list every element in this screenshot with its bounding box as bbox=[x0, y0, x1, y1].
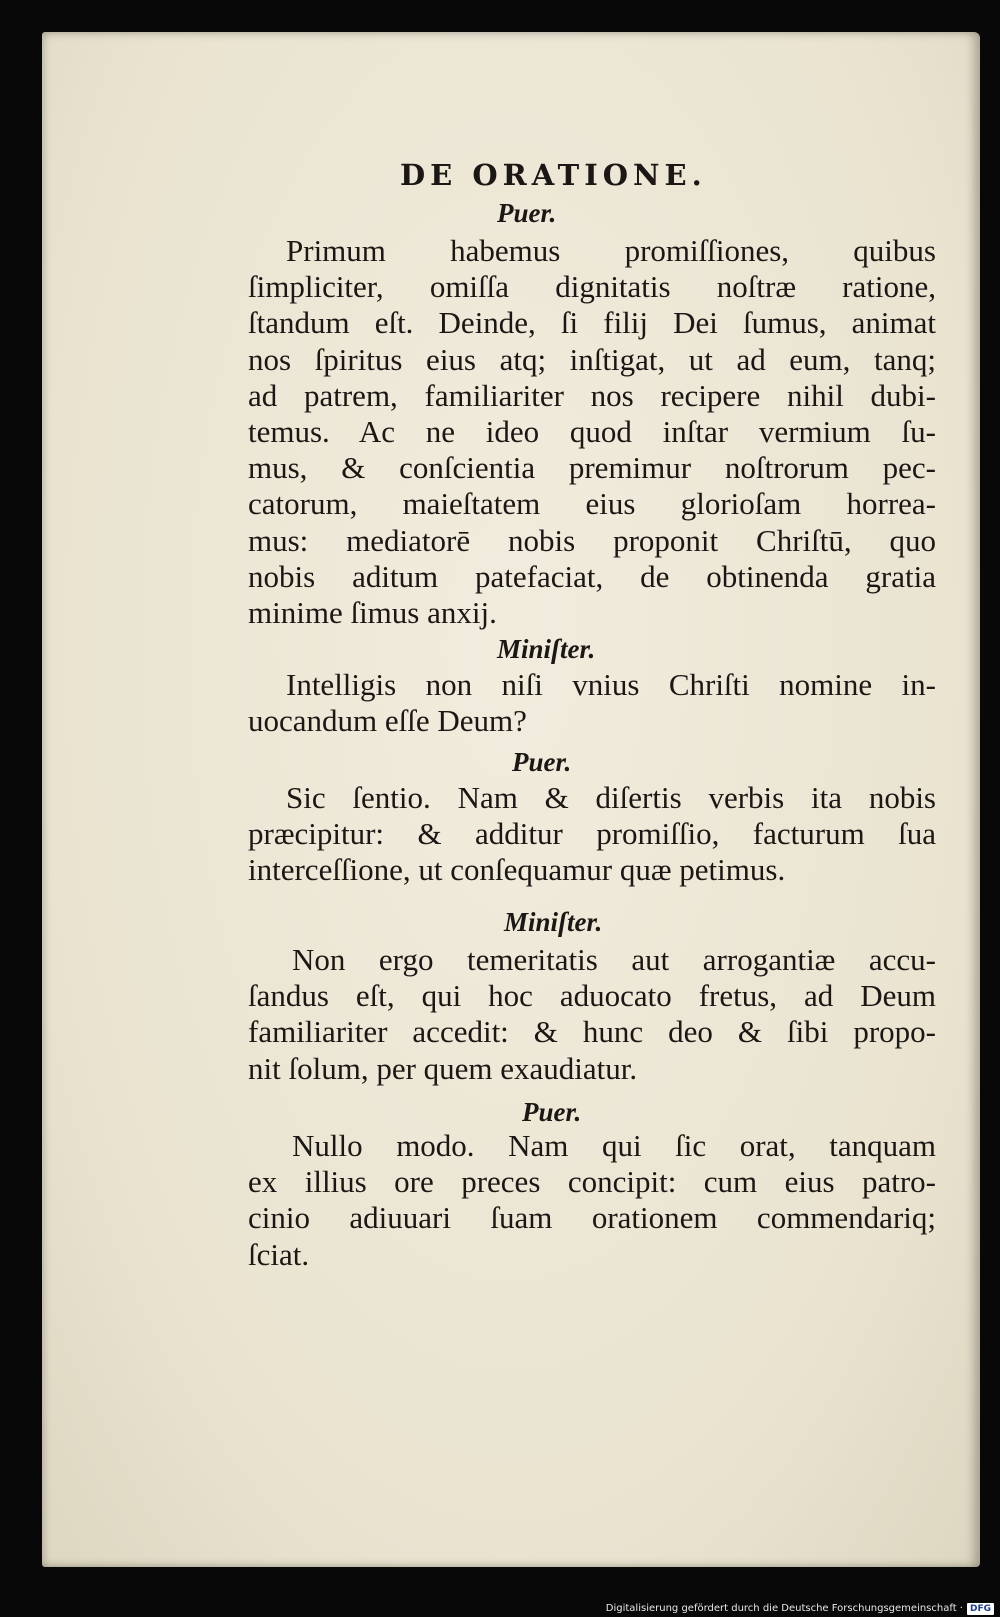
paragraph bbox=[248, 780, 936, 889]
speaker-label: Puer. bbox=[512, 747, 572, 777]
text-line: Non ergo temeritatis aut arrogantiæ accu- bbox=[292, 942, 936, 977]
text-line: ſandus eſt, qui hoc aduocato fretus, ad Deum bbox=[248, 978, 936, 1014]
text-line: nobis aditum patefaciat, de obtinenda gratia bbox=[248, 558, 936, 594]
text-line: familiariter accedit: & hunc deo & ſibi propo- bbox=[248, 1014, 936, 1050]
text-line: catorum, maieſtatem eius glorioſam horrea- bbox=[248, 486, 936, 522]
digitization-footer bbox=[606, 1601, 994, 1616]
paragraph bbox=[248, 942, 936, 1087]
text-line: ſimpliciter, omiſſa dignitatis noſtræ ratione, bbox=[248, 269, 936, 305]
text-line: mus, & conſcientia premimur noſtrorum pec- bbox=[248, 450, 936, 486]
paragraph bbox=[248, 233, 936, 631]
text-line: interceſſione, ut conſequamur quæ petimus. bbox=[248, 852, 786, 888]
text-line: nit ſolum, per quem exaudiatur. bbox=[248, 1050, 638, 1086]
text-line: minime ſimus anxij. bbox=[248, 595, 497, 631]
text-line: ad patrem, familiariter nos recipere nihil dubi- bbox=[248, 377, 936, 413]
footer-text: Digitalisierung gefördert durch die Deutsche Forschungsgemeinschaft · bbox=[605, 1603, 963, 1614]
text-line: ex illius ore preces concipit: cum eius patro- bbox=[248, 1164, 936, 1200]
text-line: Intelligis non niſi vnius Chriſti nomine in- bbox=[286, 667, 936, 702]
text-line: Primum habemus promiſſiones, quibus bbox=[286, 233, 936, 268]
text-line: uocandum eſſe Deum? bbox=[248, 703, 527, 739]
paragraph bbox=[248, 1128, 936, 1273]
speaker-label: Puer. bbox=[522, 1097, 582, 1127]
text-line: Sic ſentio. Nam & diſertis verbis ita nobis bbox=[286, 780, 936, 815]
text-line: nos ſpiritus eius atq; inſtigat, ut ad eum, tanq; bbox=[248, 341, 936, 377]
text-line: ſciat. bbox=[248, 1236, 310, 1272]
page-header: DE ORATIONE. bbox=[400, 158, 707, 192]
text-line: cinio adiuuari ſuam orationem commendariq; bbox=[248, 1200, 936, 1236]
text-line: mus: mediatorē nobis proponit Chriſtū, quo bbox=[248, 522, 936, 558]
speaker-label: Miniſter. bbox=[497, 634, 596, 664]
dfg-logo: DFG bbox=[967, 1603, 994, 1615]
text-line: præcipitur: & additur promiſſio, facturum ſua bbox=[248, 816, 936, 852]
paragraph bbox=[248, 667, 936, 739]
speaker-label: Miniſter. bbox=[504, 907, 603, 937]
text-line: temus. Ac ne ideo quod inſtar vermium ſu- bbox=[248, 414, 936, 450]
speaker-label: Puer. bbox=[497, 198, 557, 228]
text-line: ſtandum eſt. Deinde, ſi filij Dei ſumus, animat bbox=[248, 305, 936, 341]
text-line: Nullo modo. Nam qui ſic orat, tanquam bbox=[292, 1128, 936, 1163]
